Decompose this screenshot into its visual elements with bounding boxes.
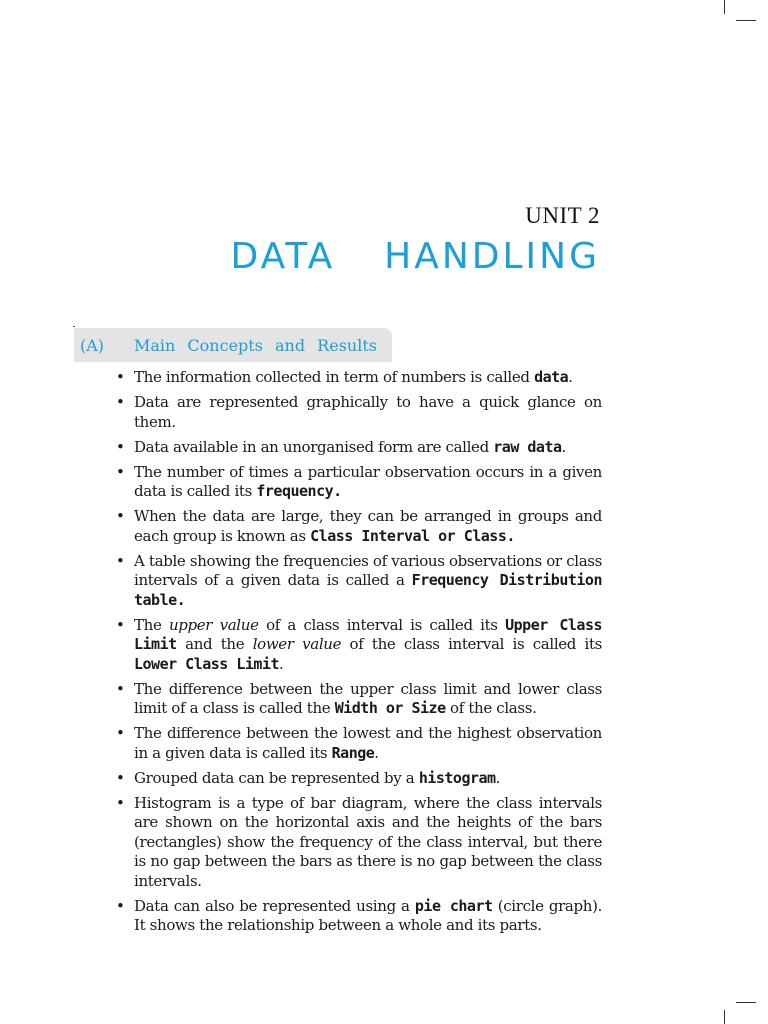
- chapter-title: DATA HANDLING: [230, 236, 600, 277]
- section-letter: (A): [80, 335, 105, 355]
- crop-mark-bottom-vertical: [724, 1010, 725, 1024]
- list-item: • Data are represented graphically to have a quick glance on them.: [114, 393, 602, 432]
- list-item: • Grouped data can be represented by a histogram.: [114, 769, 602, 789]
- list-item: • The difference between the lowest and the highest observation in a given data is called its Range.: [114, 724, 602, 763]
- list-item: • A table showing the frequencies of various observations or class intervals of a given data is called a Frequency Distribution table.: [114, 552, 602, 611]
- crop-mark-top-vertical: [724, 0, 725, 14]
- margin-tick: [73, 326, 75, 327]
- crop-mark-top-horizontal: [736, 20, 756, 21]
- crop-mark-bottom-horizontal: [736, 1002, 756, 1003]
- list-item: • The number of times a particular observation occurs in a given data is called its frequency.: [114, 463, 602, 502]
- list-item: • The information collected in term of numbers is called data.: [114, 368, 602, 388]
- list-item: • The difference between the upper class limit and lower class limit of a class is called the Width or Size of the class.: [114, 680, 602, 719]
- section-heading-bar: [74, 328, 392, 362]
- list-item: • Data can also be represented using a pie chart (circle graph). It shows the relationship between a whole and its parts.: [114, 897, 602, 936]
- list-item: • The upper value of a class interval is called its Upper Class Limit and the lower value of the class interval is called its Lower Class Limit.: [114, 616, 602, 675]
- list-item: • Histogram is a type of bar diagram, where the class intervals are shown on the horizontal axis and the heights of the bars (rectangles) show the frequency of the class interval, but there is no gap between the bars as there is no gap between the class intervals.: [114, 794, 602, 892]
- section-title: Main Concepts and Results: [134, 335, 377, 355]
- concepts-list: [114, 368, 602, 941]
- unit-label: UNIT 2: [525, 203, 600, 228]
- list-item: • When the data are large, they can be arranged in groups and each group is known as Class Interval or Class.: [114, 507, 602, 546]
- list-item: • Data available in an unorganised form are called raw data.: [114, 438, 602, 458]
